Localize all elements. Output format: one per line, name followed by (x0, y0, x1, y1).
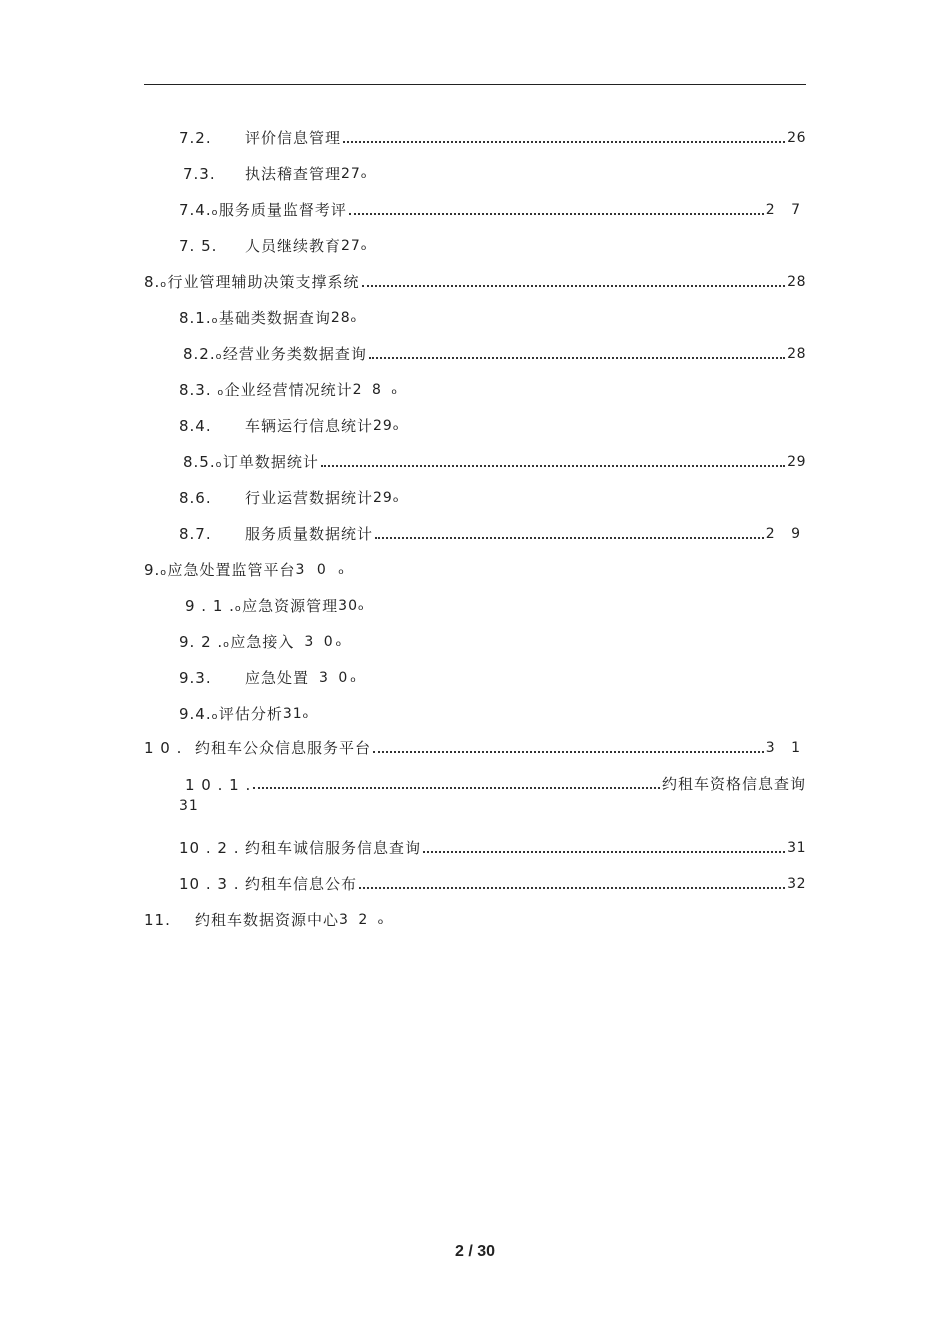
toc-entry-page: 29 (787, 454, 806, 470)
dot-leader (362, 285, 786, 287)
toc-entry-title: 订单数据统计 (222, 453, 319, 471)
toc-entry-title: 服务质量数据统计 (245, 525, 374, 543)
toc-entry-page: 26 (787, 130, 806, 146)
toc-entry-number: 8.5.ₒ (183, 453, 223, 471)
toc-entry-number: 9.3. (179, 669, 212, 687)
toc-entry-page: 2 9 (765, 526, 806, 542)
toc-entry-page: 3 0 ₒ (295, 562, 349, 578)
toc-entry-title: 约租车诚信服务信息查询 (245, 839, 422, 857)
toc-entry-title: 约租车信息公布 (245, 875, 358, 893)
dot-leader (253, 787, 660, 789)
toc-entry-title: 应急资源管理 (242, 597, 339, 615)
toc-entry-page: 3 2 ₒ (339, 912, 387, 928)
toc-entry-page: 3 0ₒ (304, 634, 345, 650)
toc-entry-8-3[interactable] (179, 376, 806, 400)
toc-entry-10-2[interactable] (179, 834, 806, 858)
toc-entry-number: 8.4. (179, 417, 212, 435)
toc-entry-9-1[interactable] (185, 592, 806, 616)
toc-entry-number: 7.4.ₒ (179, 201, 219, 219)
toc-entry-title: 服务质量监督考评 (218, 201, 347, 219)
dot-leader (343, 141, 785, 143)
toc-entry-number: 9 . 1 .ₒ (185, 597, 243, 615)
toc-entry-title: 企业经营情况统计 (224, 381, 353, 399)
toc-entry-11[interactable] (144, 906, 806, 930)
toc-entry-number: 11. (144, 911, 171, 929)
toc-entry-title: 车辆运行信息统计 (245, 417, 374, 435)
toc-entry-number: 8.7. (179, 525, 212, 543)
toc-entry-title: 基础类数据查询 (218, 309, 331, 327)
page-indicator: 2 / 30 (454, 1243, 496, 1260)
toc-entry-number: 8.6. (179, 489, 212, 507)
toc-entry-8-2[interactable] (183, 340, 806, 364)
toc-entry-10-1[interactable] (179, 768, 806, 818)
toc-entry-7-3[interactable] (183, 160, 806, 184)
toc-entry-number: 8.ₒ (144, 273, 168, 291)
toc-entry-page: 30ₒ (338, 598, 365, 614)
toc-entry-page: 31 (179, 798, 199, 814)
toc-entry-page: 29ₒ (373, 418, 400, 434)
toc-entry-7-5[interactable] (179, 232, 806, 256)
dot-leader (373, 751, 764, 753)
toc-entry-title: 应急处置监管平台 (167, 561, 296, 579)
toc-entry-10[interactable] (144, 734, 806, 758)
toc-entry-number: 8.2.ₒ (183, 345, 223, 363)
toc-entry-title: 应急处置 (245, 669, 310, 687)
toc-entry-title: 约租车资格信息查询 (661, 775, 806, 793)
toc-entry-page: 31ₒ (282, 706, 310, 722)
toc-entry-page: 29ₒ (373, 490, 400, 506)
toc-entry-title: 评估分析 (218, 705, 283, 723)
dot-leader (321, 465, 785, 467)
dot-leader (359, 887, 785, 889)
toc-entry-number: 7. 5. (179, 237, 218, 255)
toc-entry-title: 评价信息管理 (245, 129, 342, 147)
toc-entry-title: 行业管理辅助决策支撑系统 (167, 273, 360, 291)
toc-entry-number: 10 . 2 . (179, 839, 240, 857)
toc-entry-number: 8.3. ₒ (179, 381, 225, 399)
toc-entry-number: 10 . 3 . (179, 875, 240, 893)
toc-entry-title: 约租车数据资源中心 (195, 911, 340, 929)
toc-entry-title: 约租车公众信息服务平台 (195, 739, 372, 757)
dot-leader (375, 537, 764, 539)
toc-entry-9-2[interactable] (179, 628, 806, 652)
toc-entry-8-6[interactable] (179, 484, 806, 508)
toc-entry-8[interactable] (144, 268, 806, 292)
toc-entry-7-2[interactable] (179, 124, 806, 148)
dot-leader (349, 213, 764, 215)
toc-entry-page: 3 0ₒ (319, 670, 360, 686)
toc-entry-number: 1 0 . 1 . (185, 776, 252, 794)
toc-entry-title: 应急接入 (230, 633, 295, 651)
toc-entry-title: 行业运营数据统计 (245, 489, 374, 507)
toc-entry-7-4[interactable] (179, 196, 806, 220)
toc-entry-page: 3 1 (765, 740, 806, 756)
toc-entry-8-4[interactable] (179, 412, 806, 436)
toc-entry-page: 32 (787, 876, 806, 892)
toc-entry-page: 28 (787, 346, 806, 362)
toc-entry-number: 9. 2 .ₒ (179, 633, 231, 651)
toc-entry-title: 执法稽查管理 (245, 165, 342, 183)
toc-entry-9-3[interactable] (179, 664, 806, 688)
toc-entry-8-7[interactable] (179, 520, 806, 544)
toc-entry-8-5[interactable] (183, 448, 806, 472)
toc-entry-page: 2 8 ₒ (352, 382, 401, 398)
dot-leader (369, 357, 785, 359)
toc-entry-number: 7.2. (179, 129, 212, 147)
toc-entry-page: 27ₒ (341, 238, 368, 254)
toc-entry-page: 2 7 (765, 202, 806, 218)
toc-entry-title: 人员继续教育 (245, 237, 342, 255)
toc-entry-page: 31 (787, 840, 806, 856)
toc-entry-9-4[interactable] (179, 700, 806, 724)
toc-entry-number: 7.3. (183, 165, 216, 183)
toc-entry-number: 1 0 . (144, 739, 183, 757)
toc-entry-page: 27ₒ (341, 166, 368, 182)
toc-entry-page: 28 (787, 274, 806, 290)
toc-entry-number: 8.1.ₒ (179, 309, 219, 327)
toc-entry-number: 9.4.ₒ (179, 705, 219, 723)
toc-entry-title: 经营业务类数据查询 (222, 345, 367, 363)
dot-leader (423, 851, 785, 853)
toc-entry-10-3[interactable] (179, 870, 806, 894)
toc-entry-number: 9.ₒ (144, 561, 168, 579)
toc-entry-page: 28ₒ (330, 310, 358, 326)
toc-entry-8-1[interactable] (179, 304, 806, 328)
toc-entry-9[interactable] (144, 556, 806, 580)
